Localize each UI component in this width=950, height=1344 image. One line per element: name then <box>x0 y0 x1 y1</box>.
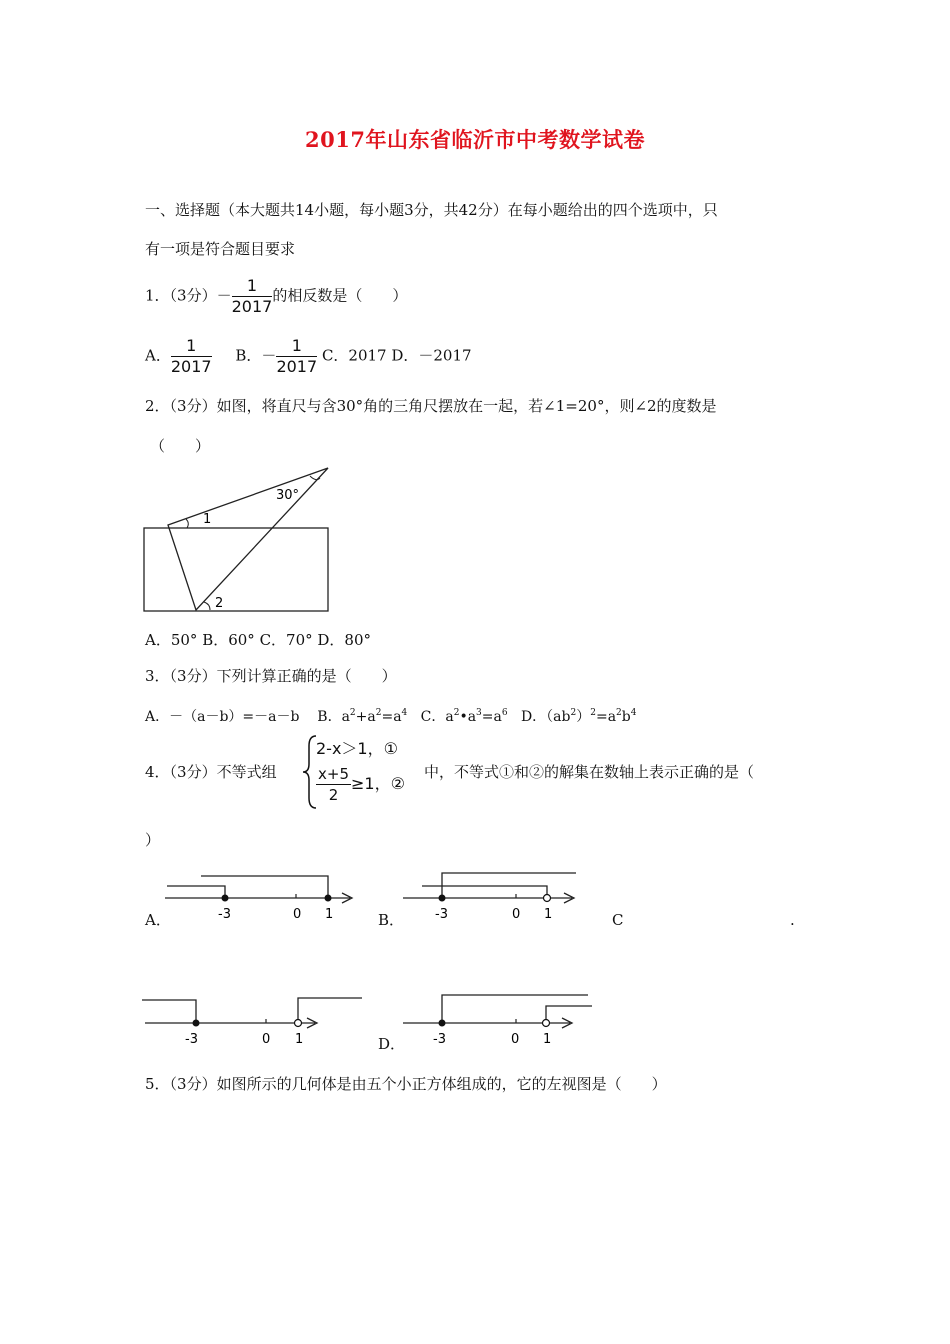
ineq2-den: 2 <box>328 786 339 804</box>
q1-frac-den: 2017 <box>231 297 273 316</box>
ineq2-rest: ≥1，② <box>351 774 405 793</box>
section-heading-line1: 一、选择题（本大题共14小题，每小题3分，共42分）在每小题给出的四个选项中，只 <box>145 201 718 219</box>
tick-0: 0 <box>293 907 302 922</box>
q1-opt-b-den: 2017 <box>276 357 318 376</box>
ineq2-fraction <box>316 764 351 805</box>
tick-0: 0 <box>512 907 521 922</box>
label-angle-2: 2 <box>215 596 224 611</box>
tick-0: 0 <box>262 1032 271 1047</box>
q4-suffix: 中，不等式①和②的解集在数轴上表示正确的是（ <box>424 763 755 781</box>
q3-option-c <box>421 709 508 725</box>
tick-neg3: -3 <box>185 1032 198 1047</box>
tick-neg3: -3 <box>218 907 231 922</box>
q1-option-b-fraction <box>276 336 317 377</box>
q3-d-text2: ） <box>576 709 591 725</box>
q4-close-paren: ） <box>145 831 161 849</box>
tick-neg3: -3 <box>433 1032 446 1047</box>
q3-b-sup1: 2 <box>349 708 356 718</box>
q3-option-b <box>317 709 407 725</box>
q4-label-a: A． <box>145 911 171 929</box>
q3-b-text: B．a <box>317 709 350 725</box>
point-1-open <box>543 1020 550 1027</box>
tick-neg3: -3 <box>435 907 448 922</box>
q3-d-sup3: 2 <box>616 708 622 718</box>
question-2-line2: （ ） <box>150 437 211 455</box>
q3-d-text: D．（ab <box>520 709 571 725</box>
inequality-1: 2-x＞1，① <box>316 739 398 758</box>
question-1 <box>145 276 407 317</box>
angle-1-arc <box>186 519 188 528</box>
tick-1: 1 <box>295 1032 304 1047</box>
q1-prefix: 1．（3分）－ <box>145 286 232 305</box>
q3-d-text3: =a <box>595 709 617 725</box>
q3-options <box>145 703 636 727</box>
q3-c-sup2: 3 <box>476 708 482 718</box>
page-title: 2017年山东省临沂市中考数学试卷 <box>305 127 645 152</box>
number-line-b <box>400 868 585 928</box>
point-neg3-filled <box>439 1020 446 1027</box>
triangle <box>168 468 328 610</box>
number-line-c <box>140 990 365 1050</box>
q3-b-text3: =a <box>381 709 402 725</box>
q3-c-sup1: 2 <box>453 708 460 718</box>
number-line-a <box>165 868 360 928</box>
point-neg3-filled <box>222 895 229 902</box>
point-1-filled <box>325 895 332 902</box>
point-1-open <box>544 895 551 902</box>
q3-d-text4: b <box>621 709 631 725</box>
angle-2-arc <box>204 602 210 610</box>
point-neg3-filled <box>193 1020 200 1027</box>
tick-1: 1 <box>325 907 334 922</box>
label-30-degree: 30° <box>276 488 300 503</box>
q3-d-sup4: 4 <box>630 708 637 718</box>
q3-b-text2: +a <box>355 709 376 725</box>
q1-options <box>145 336 472 377</box>
q1-opt-a-num: 1 <box>171 336 212 357</box>
q3-c-sup3: 6 <box>501 708 508 718</box>
q1-options-cd: C．2017 D．－2017 <box>321 346 472 365</box>
tick-0: 0 <box>511 1032 520 1047</box>
q4-prefix: 4．（3分）不等式组 <box>145 763 277 781</box>
q4-label-dot: . <box>790 911 795 929</box>
q1-opt-a-den: 2017 <box>170 357 212 376</box>
number-line-d <box>400 988 600 1048</box>
q4-label-b: B． <box>378 911 405 929</box>
q3-c-text2: •a <box>459 709 477 725</box>
label-angle-1: 1 <box>203 512 212 527</box>
question-5: 5．（3分）如图所示的几何体是由五个小正方体组成的，它的左视图是（ ） <box>145 1075 667 1093</box>
section-heading-line2: 有一项是符合题目要求 <box>145 240 296 258</box>
q3-d-sup2: 2 <box>590 708 596 718</box>
q3-c-text: C．a <box>420 709 454 725</box>
q3-d-sup1: 2 <box>570 708 577 718</box>
q1-option-b-label: B．－ <box>235 346 277 365</box>
question-3: 3．（3分）下列计算正确的是（ ） <box>145 667 397 685</box>
q3-c-text3: =a <box>481 709 502 725</box>
q1-opt-b-num: 1 <box>276 336 317 357</box>
question-2-line1: 2．（3分）如图，将直尺与含30°角的三角尺摆放在一起，若∠1=20°，则∠2的度数是 <box>145 397 717 415</box>
q3-b-sup2: 2 <box>375 708 382 718</box>
inequality-2 <box>316 764 405 805</box>
point-1-open <box>295 1020 302 1027</box>
q3-b-sup3: 4 <box>401 708 408 718</box>
q1-suffix: 的相反数是（ ） <box>272 286 408 305</box>
tick-1: 1 <box>544 907 553 922</box>
ruler-rect <box>144 528 328 611</box>
q4-label-d: D． <box>378 1035 406 1053</box>
ineq2-num: x+5 <box>318 765 349 783</box>
tick-1: 1 <box>543 1032 552 1047</box>
point-neg3-filled <box>439 895 446 902</box>
q2-options: A．50° B．60° C．70° D．80° <box>145 631 372 649</box>
q1-fraction <box>232 276 273 317</box>
q1-frac-num: 1 <box>232 276 273 297</box>
q4-label-c: C <box>612 911 624 929</box>
q3-option-d <box>521 709 637 725</box>
q1-option-a-label: A． <box>145 346 171 365</box>
ruler-triangle-figure <box>140 462 340 617</box>
q3-option-a: A．－（a－b）=－a－b <box>145 709 300 725</box>
q1-option-a-fraction <box>171 336 212 377</box>
